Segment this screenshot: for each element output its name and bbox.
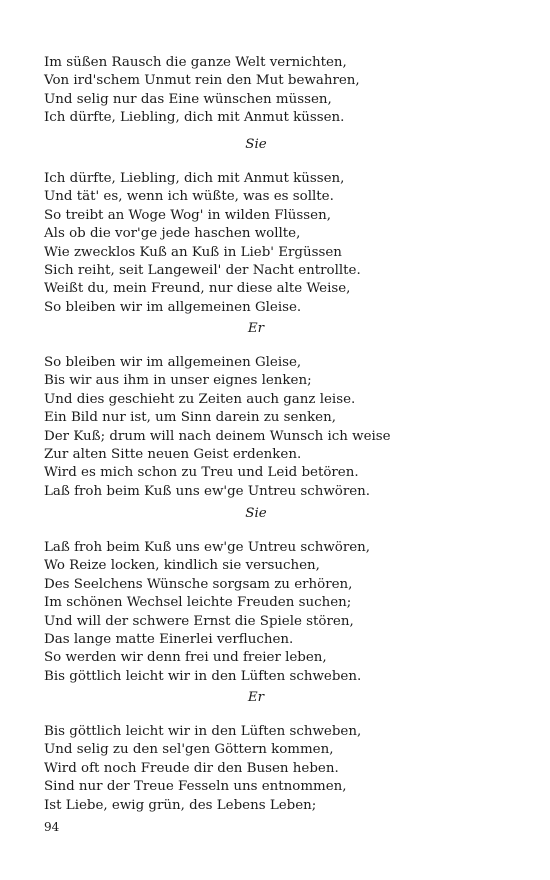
verse-line: Als ob die vor'ge jede haschen wollte, <box>44 226 301 242</box>
verse-line: Sind nur der Treue Fesseln uns entnommen, <box>44 779 347 795</box>
speaker-label: Sie <box>245 137 267 152</box>
verse-line: So treibt an Woge Wog' in wilden Flüssen, <box>44 207 331 223</box>
verse-line: Wie zwecklos Kuß an Kuß in Lieb' Ergüssen <box>44 244 342 260</box>
verse-line: So werden wir denn frei und freier leben, <box>44 650 327 666</box>
verse-line: So bleiben wir im allgemeinen Gleise. <box>44 299 302 315</box>
verse-line: Im süßen Rausch die ganze Welt vernichten, <box>44 55 347 70</box>
verse-line: Wird oft noch Freude dir den Busen heben. <box>44 760 339 776</box>
verse-line: Im schönen Wechsel leichte Freuden suchen; <box>44 595 352 611</box>
stanza-5 <box>44 723 361 815</box>
verse-line: Ist Liebe, ewig grün, des Lebens Leben; <box>44 797 317 813</box>
speaker-label: Sie <box>245 506 267 521</box>
verse-line: Ich dürfte, Liebling, dich mit Anmut küssen, <box>44 171 345 186</box>
verse-line: Und dies geschieht zu Zeiten auch ganz leise. <box>44 391 356 407</box>
stanza-2 <box>44 170 361 317</box>
verse-line: Weißt du, mein Freund, nur diese alte Weise, <box>44 281 351 297</box>
verse-line: Ein Bild nur ist, um Sinn darein zu senken, <box>44 410 336 426</box>
verse-line: Zur alten Sitte neuen Geist erdenken. <box>44 447 302 463</box>
verse-line: Wo Reize locken, kindlich sie versuchen, <box>44 558 320 574</box>
verse-line: Und tät' es, wenn ich wüßte, was es sollte. <box>44 189 334 205</box>
stanza-3 <box>44 354 391 501</box>
verse-line: Und will der schwere Ernst die Spiele stören, <box>44 613 354 629</box>
verse-line: Laß froh beim Kuß uns ew'ge Untreu schwören. <box>44 483 371 499</box>
stanza-4 <box>44 539 370 686</box>
verse-line: Ich dürfte, Liebling, dich mit Anmut küssen. <box>44 110 345 126</box>
verse-line: Von ird'schem Unmut rein den Mut bewahren, <box>44 73 360 89</box>
page-number: 94 <box>44 820 60 834</box>
verse-line: Sich reiht, seit Langeweil' der Nacht entrollte. <box>44 263 361 279</box>
verse-line: Wird es mich schon zu Treu und Leid betören. <box>44 465 359 481</box>
verse-line: So bleiben wir im allgemeinen Gleise, <box>44 355 302 370</box>
verse-line: Bis göttlich leicht wir in den Lüften schweben. <box>44 668 362 684</box>
verse-line: Bis göttlich leicht wir in den Lüften schweben, <box>44 724 362 739</box>
speaker-label: Er <box>247 321 265 336</box>
speaker-label: Er <box>247 690 265 705</box>
verse-line: Der Kuß; drum will nach deinem Wunsch ich weise <box>44 428 391 444</box>
verse-line: Des Seelchens Wünsche sorgsam zu erhören, <box>44 576 353 592</box>
verse-line: Und selig nur das Eine wünschen müssen, <box>44 91 332 107</box>
stanza-1 <box>44 54 360 128</box>
verse-line: Das lange matte Einerlei verfluchen. <box>44 632 294 648</box>
verse-line: Laß froh beim Kuß uns ew'ge Untreu schwören, <box>44 540 371 555</box>
verse-line: Und selig zu den sel'gen Göttern kommen, <box>44 742 334 758</box>
verse-line: Bis wir aus ihm in unser eignes lenken; <box>44 373 312 389</box>
